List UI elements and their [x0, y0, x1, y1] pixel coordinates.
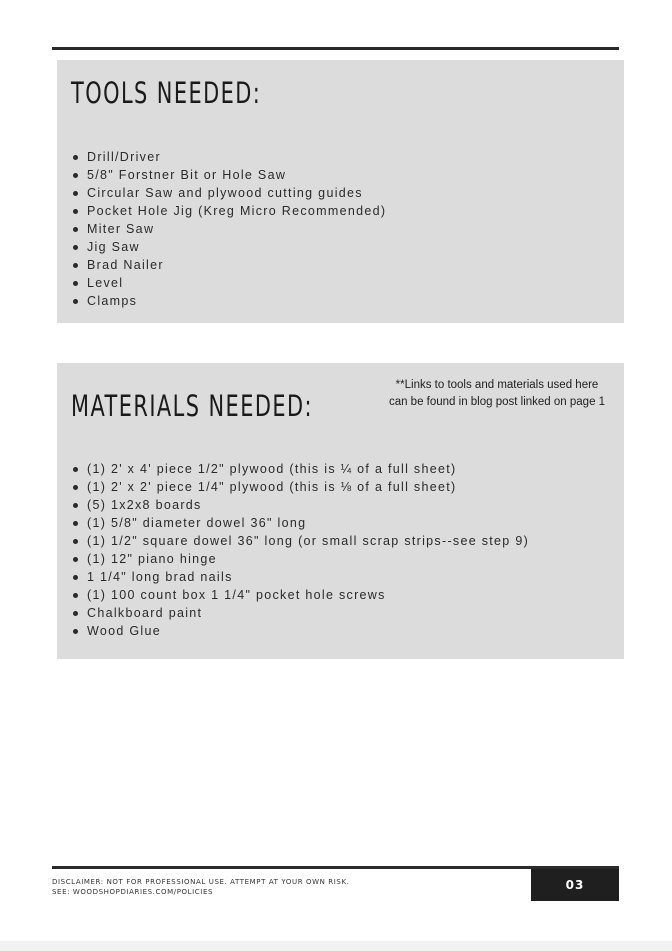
list-item-text: (1) 5/8" diameter dowel 36" long [87, 516, 307, 530]
list-item [71, 532, 529, 550]
bullet-icon [73, 539, 78, 544]
bullet-icon [73, 299, 78, 304]
list-item [71, 586, 529, 604]
bullet-icon [73, 191, 78, 196]
bullet-icon [73, 575, 78, 580]
top-divider [52, 47, 619, 50]
list-item-text: Wood Glue [87, 624, 162, 638]
disclaimer-line: SEE: WOODSHOPDIARIES.COM/POLICIES [52, 887, 214, 896]
list-item [71, 184, 386, 202]
tools-list [71, 148, 386, 310]
page-bottom-edge [0, 941, 672, 951]
bullet-icon [73, 281, 78, 286]
bullet-icon [73, 485, 78, 490]
list-item-text: (1) 1/2" square dowel 36" long (or small scrap strips--see step 9) [87, 534, 530, 548]
bullet-icon [73, 173, 78, 178]
list-item-text: (1) 100 count box 1 1/4" pocket hole screws [87, 588, 386, 602]
list-item [71, 514, 529, 532]
list-item [71, 274, 386, 292]
list-item-text: Jig Saw [87, 240, 140, 254]
list-item [71, 550, 529, 568]
materials-list [71, 460, 529, 640]
list-item-text: (1) 12" piano hinge [87, 552, 217, 566]
bullet-icon [73, 245, 78, 250]
bullet-icon [73, 263, 78, 268]
materials-needed-panel [57, 363, 624, 659]
list-item [71, 238, 386, 256]
list-item-text: Clamps [87, 294, 138, 308]
list-item-text: (1) 2' x 4' piece 1/2" plywood (this is ¼ of a full sheet) [87, 462, 457, 476]
list-item [71, 460, 529, 478]
bullet-icon [73, 593, 78, 598]
bullet-icon [73, 467, 78, 472]
list-item [71, 202, 386, 220]
list-item-text: Brad Nailer [87, 258, 164, 272]
list-item [71, 568, 529, 586]
list-item-text: (5) 1x2x8 boards [87, 498, 202, 512]
list-item-text: Drill/Driver [87, 150, 161, 164]
bullet-icon [73, 629, 78, 634]
bullet-icon [73, 611, 78, 616]
list-item [71, 220, 386, 238]
page-number: 03 [531, 869, 619, 901]
list-item [71, 496, 529, 514]
list-item-text: Miter Saw [87, 222, 155, 236]
links-note-line: **Links to tools and materials used here [395, 379, 599, 391]
list-item-text: (1) 2' x 2' piece 1/4" plywood (this is ⅛ of a full sheet) [87, 480, 457, 494]
list-item [71, 256, 386, 274]
bullet-icon [73, 209, 78, 214]
bullet-icon [73, 227, 78, 232]
list-item [71, 622, 529, 640]
disclaimer-line: DISCLAIMER: NOT FOR PROFESSIONAL USE. ATTEMPT AT YOUR OWN RISK. [52, 878, 350, 886]
list-item [71, 478, 529, 496]
list-item-text: Circular Saw and plywood cutting guides [87, 186, 363, 200]
list-item [71, 604, 529, 622]
bullet-icon [73, 155, 78, 160]
list-item-text: Level [87, 276, 124, 290]
list-item-text: 1 1/4" long brad nails [87, 570, 233, 584]
list-item [71, 148, 386, 166]
tools-heading: TOOLS NEEDED: [71, 76, 262, 110]
disclaimer [52, 878, 349, 897]
bullet-icon [73, 503, 78, 508]
materials-heading: MATERIALS NEEDED: [71, 389, 313, 423]
list-item-text: 5/8" Forstner Bit or Hole Saw [87, 168, 287, 182]
list-item [71, 166, 386, 184]
list-item-text: Pocket Hole Jig (Kreg Micro Recommended) [87, 204, 387, 218]
bullet-icon [73, 557, 78, 562]
list-item [71, 292, 386, 310]
links-note-line: can be found in blog post linked on page 1 [388, 396, 606, 408]
list-item-text: Chalkboard paint [87, 606, 203, 620]
tools-needed-panel [57, 60, 624, 323]
links-note [369, 377, 625, 411]
bullet-icon [73, 521, 78, 526]
